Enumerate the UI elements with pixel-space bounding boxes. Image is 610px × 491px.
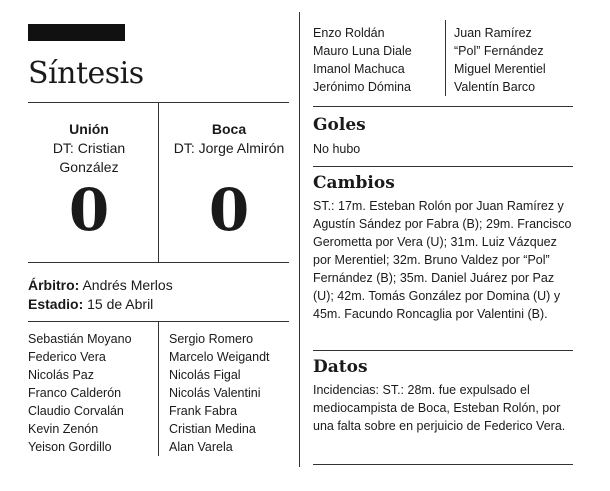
- away-player: Marcelo Weigandt: [169, 350, 270, 364]
- datos-text: Incidencias: ST.: 28m. fue expulsado el mediocampista de Boca, Esteban Rolón, por una falta sobre en perjuicio de Federico Vera.: [313, 383, 566, 433]
- away-lineup-list: [169, 330, 270, 456]
- page-title: Síntesis: [28, 56, 144, 91]
- away-lineup-list-continued: [454, 24, 546, 96]
- referee-label: Árbitro:: [28, 277, 80, 293]
- divider-teams-vertical: [158, 102, 159, 262]
- divider-datos-top: [313, 350, 573, 351]
- home-player: Enzo Roldán: [313, 26, 385, 40]
- away-player: “Pol” Fernández: [454, 44, 544, 58]
- home-lineup-list-continued: [313, 24, 412, 96]
- goles-text: No hubo: [313, 142, 361, 156]
- cambios-heading: Cambios: [313, 173, 395, 193]
- home-lineup-list: [28, 330, 132, 456]
- goles-heading: Goles: [313, 115, 366, 135]
- divider-lineups-vertical-right: [445, 20, 446, 96]
- divider-columns-vertical: [299, 12, 300, 467]
- away-score: 0: [208, 176, 250, 244]
- home-player: Kevin Zenón: [28, 422, 99, 436]
- away-player: Nicolás Valentini: [169, 386, 261, 400]
- away-player: Frank Fabra: [169, 404, 238, 418]
- away-player: Alan Varela: [169, 440, 233, 454]
- home-player: Federico Vera: [28, 350, 106, 364]
- datos-heading: Datos: [313, 357, 368, 377]
- away-player: Miguel Merentiel: [454, 62, 546, 76]
- home-player: Franco Calderón: [28, 386, 122, 400]
- home-player: Sebastián Moyano: [28, 332, 132, 346]
- section-marker-bar: [28, 24, 125, 41]
- away-player: Nicolás Figal: [169, 368, 241, 382]
- away-team-name: Boca: [211, 121, 247, 137]
- away-player: Cristian Medina: [169, 422, 256, 436]
- home-team: [24, 120, 154, 177]
- home-player: Yeison Gordillo: [28, 440, 112, 454]
- divider-bottom-right: [313, 464, 573, 465]
- away-player: Juan Ramírez: [454, 26, 532, 40]
- home-player: Imanol Machuca: [313, 62, 405, 76]
- referee-value: Andrés Merlos: [82, 277, 173, 293]
- divider-goles-top: [313, 106, 573, 107]
- away-team: [164, 120, 294, 158]
- referee-line: [28, 276, 173, 295]
- home-player: Jerónimo Dómina: [313, 80, 411, 94]
- home-player: Claudio Corvalán: [28, 404, 124, 418]
- cambios-text: ST.: 17m. Esteban Rolón por Juan Ramírez y Agustín Sández por Fabra (B); 29m. Francisco Gerometta por Vera (U); 31m. Luiz Vázquez por Merentiel; 32m. Bruno Valdez por “Pol” Fernández (B); 35m. Daniel Juárez por Paz (U); 42m. Tomás González por Domina (U) y 45m. Facundo Roncaglia por Valentini (B).: [313, 199, 572, 321]
- divider-teams-bottom: [28, 262, 289, 263]
- home-team-coach: DT: Cristian González: [52, 140, 126, 175]
- home-team-name: Unión: [69, 121, 109, 137]
- divider-lineups-vertical: [158, 322, 159, 456]
- away-player: Valentín Barco: [454, 80, 536, 94]
- stadium-label: Estadio:: [28, 296, 84, 312]
- home-player: Nicolás Paz: [28, 368, 94, 382]
- away-player: Sergio Romero: [169, 332, 254, 346]
- stadium-line: [28, 295, 153, 314]
- divider-cambios-top: [313, 166, 573, 167]
- home-player: Mauro Luna Diale: [313, 44, 412, 58]
- home-score: 0: [68, 176, 110, 244]
- away-team-coach: DT: Jorge Almirón: [173, 140, 285, 156]
- stadium-value: 15 de Abril: [87, 296, 154, 312]
